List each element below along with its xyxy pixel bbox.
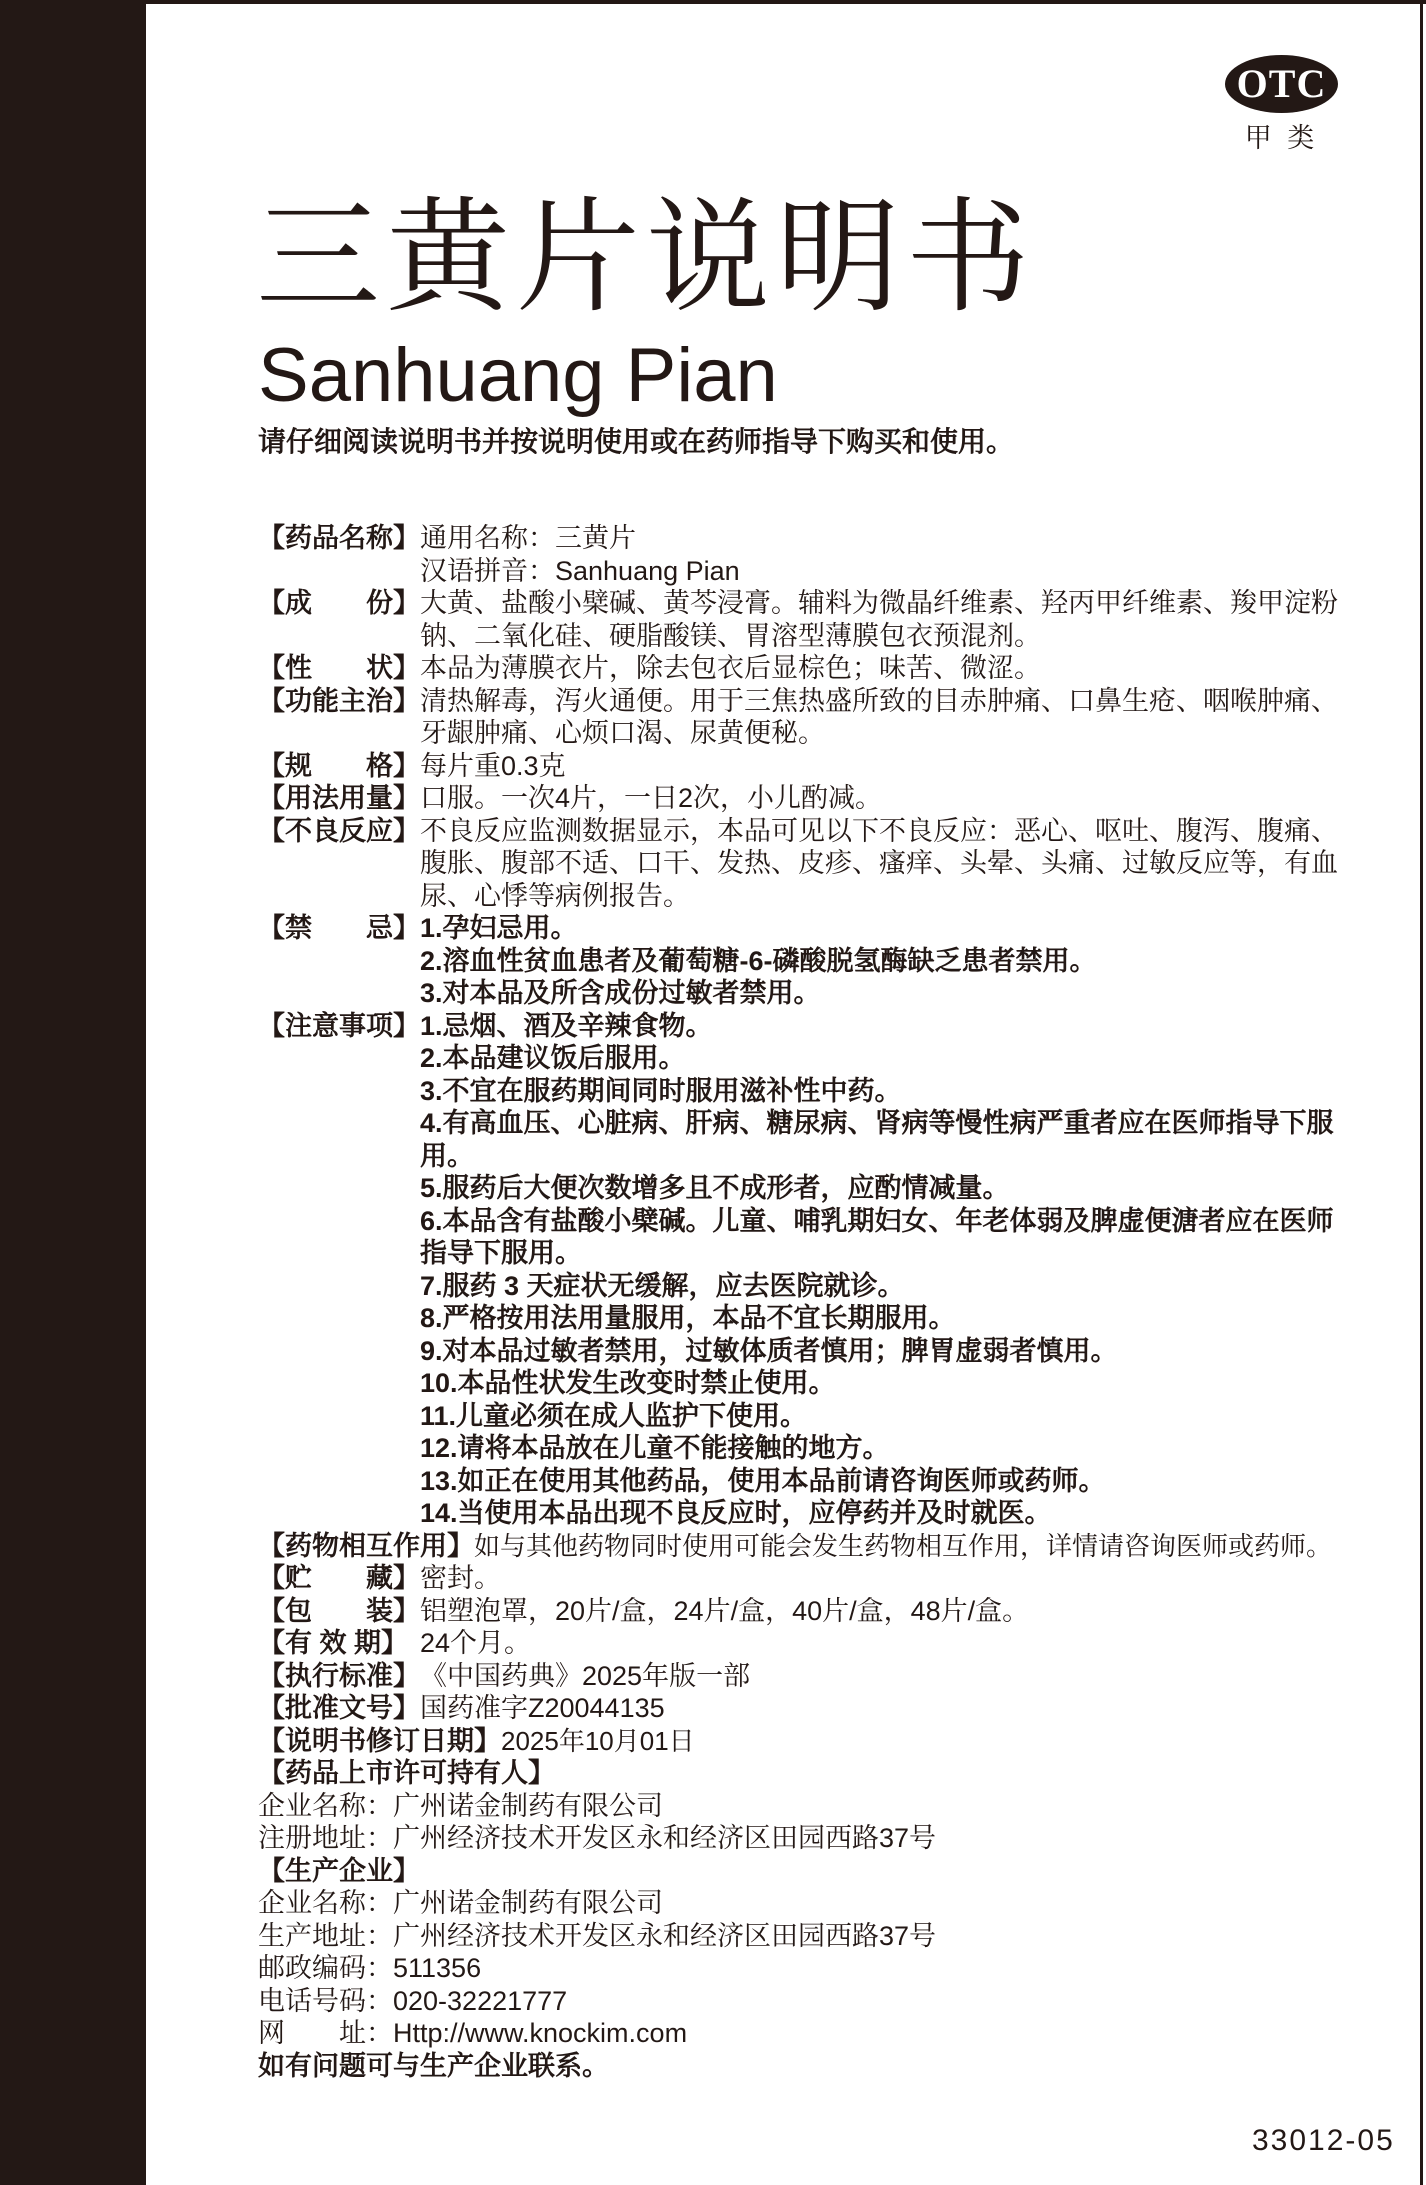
section-entry — [258, 1660, 1350, 1693]
section-content — [420, 1595, 1350, 1628]
section-line: 《中国药典》2025年版一部 — [420, 1660, 751, 1691]
section-line: 13.如正在使用其他药品，使用本品前请咨询医师或药师。 — [420, 1465, 1106, 1496]
section-entry — [258, 1692, 1350, 1725]
section-line: 9.对本品过敏者禁用，过敏体质者慎用；脾胃虚弱者慎用。 — [420, 1335, 1118, 1366]
otc-badge-label: OTC — [1236, 61, 1327, 106]
section-label: 【性 状】 — [258, 653, 420, 683]
section-line: 1.忌烟、酒及辛辣食物。 — [420, 1010, 713, 1041]
section-content — [420, 750, 1350, 783]
section-content — [420, 1562, 1350, 1595]
section-line: 铝塑泡罩，20片/盒，24片/盒，40片/盒，48片/盒。 — [420, 1595, 1030, 1626]
section-label: 【药品名称】 — [258, 523, 420, 553]
section-label: 【生产企业】 — [258, 1855, 420, 1886]
section-line: 本品为薄膜衣片，除去包衣后显棕色；味苦、微涩。 — [420, 653, 1041, 683]
section-entry — [258, 685, 1350, 750]
section-entry — [258, 782, 1350, 815]
section-entry — [258, 1757, 1350, 1855]
section-line: 企业名称：广州诺金制药有限公司 — [258, 1888, 663, 1918]
section-label: 【药品上市许可持有人】 — [258, 1758, 555, 1788]
section-line: 2.本品建议饭后服用。 — [420, 1043, 686, 1073]
section-line: 12.请将本品放在儿童不能接触的地方。 — [420, 1433, 890, 1463]
section-label: 【规 格】 — [258, 750, 420, 781]
section-label: 【禁 忌】 — [258, 913, 420, 943]
section-line: 24个月。 — [420, 1628, 532, 1658]
otc-category-label: 甲 类 — [1244, 123, 1319, 153]
usage-notice: 请仔细阅读说明书并按说明使用或在药师指导下购买和使用。 — [258, 426, 1015, 457]
section-label: 【用法用量】 — [258, 783, 420, 813]
section-label: 【药物相互作用】 — [258, 1530, 474, 1561]
section-content — [420, 1692, 1350, 1725]
section-entry — [258, 1595, 1350, 1628]
section-line: 口服。一次4片，一日2次，小儿酌减。 — [420, 783, 883, 813]
section-entry — [258, 587, 1350, 652]
section-label: 【贮 藏】 — [258, 1563, 420, 1593]
pinyin-title: Sanhuang Pian — [258, 333, 778, 418]
section-entry — [258, 815, 1350, 913]
section-line: 不良反应监测数据显示，本品可见以下不良反应：恶心、呕吐、腹泻、腹痛、腹胀、腹部不适、口干、发热、皮疹、瘙痒、头晕、头痛、过敏反应等，有血尿、心悸等病例报告。 — [420, 815, 1338, 911]
section-line: 11.儿童必须在成人监护下使用。 — [420, 1400, 808, 1431]
section-entry — [258, 522, 1350, 587]
section-label: 【注意事项】 — [258, 1010, 420, 1041]
section-note — [258, 2050, 1350, 2083]
left-margin-bar — [0, 0, 146, 2185]
section-entry — [258, 1627, 1350, 1660]
section-line: 每片重0.3克 — [420, 750, 566, 781]
section-content — [420, 652, 1350, 685]
section-entry — [258, 1562, 1350, 1595]
section-line: 6.本品含有盐酸小檗碱。儿童、哺乳期妇女、年老体弱及脾虚便溏者应在医师指导下服用。 — [420, 1205, 1334, 1268]
section-line: 2025年10月01日 — [501, 1725, 695, 1756]
section-line: 14.当使用本品出现不良反应时，应停药并及时就医。 — [420, 1498, 1052, 1528]
section-line: 2.溶血性贫血患者及葡萄糖-6-磷酸脱氢酶缺乏患者禁用。 — [420, 945, 1097, 976]
section-content — [420, 912, 1350, 1010]
right-border-line — [1420, 0, 1423, 2185]
section-line: 10.本品性状发生改变时禁止使用。 — [420, 1368, 836, 1398]
section-line: 如有问题可与生产企业联系。 — [258, 2050, 609, 2081]
section-line: 电话号码：020-32221777 — [258, 1985, 568, 2016]
section-label: 【功能主治】 — [258, 685, 420, 716]
section-line: 5.服药后大便次数增多且不成形者，应酌情减量。 — [420, 1173, 1010, 1203]
section-content — [420, 1660, 1350, 1693]
section-line: 7.服药 3 天症状无缓解，应去医院就诊。 — [420, 1270, 905, 1301]
section-content — [420, 587, 1350, 652]
section-line: 3.对本品及所含成份过敏者禁用。 — [420, 978, 821, 1008]
section-line: 大黄、盐酸小檗碱、黄芩浸膏。辅料为微晶纤维素、羟丙甲纤维素、羧甲淀粉钠、二氧化硅、硬脂酸镁、胃溶型薄膜包衣预混剂。 — [420, 588, 1338, 651]
section-content — [420, 522, 1350, 587]
section-line: 邮政编码：511356 — [258, 1953, 482, 1983]
section-label: 【不良反应】 — [258, 815, 420, 846]
section-line: 4.有高血压、心脏病、肝病、糖尿病、肾病等慢性病严重者应在医师指导下服用。 — [420, 1108, 1334, 1171]
page-title: 三黄片说明书 — [256, 189, 1037, 327]
section-entry — [258, 1010, 1350, 1530]
section-entry — [258, 652, 1350, 685]
section-line: 密封。 — [420, 1563, 501, 1593]
section-line: 通用名称：三黄片 — [420, 523, 636, 553]
section-line: 如与其他药物同时使用可能会发生药物相互作用，详情请咨询医师或药师。 — [474, 1530, 1333, 1561]
section-line: 国药准字Z20044135 — [420, 1693, 665, 1723]
section-content — [474, 1530, 1350, 1563]
section-label: 【批准文号】 — [258, 1693, 420, 1723]
section-content — [420, 685, 1350, 750]
section-line: 汉语拼音：Sanhuang Pian — [420, 555, 740, 586]
sections — [258, 522, 1350, 2082]
section-content — [420, 815, 1350, 913]
section-content — [501, 1725, 1350, 1758]
section-label: 【包 装】 — [258, 1595, 420, 1626]
section-label: 【成 份】 — [258, 588, 420, 618]
section-entry — [258, 750, 1350, 783]
section-content — [420, 782, 1350, 815]
top-border-line — [0, 0, 1426, 4]
section-entry — [258, 1725, 1350, 1758]
section-line: 3.不宜在服药期间同时服用滋补性中药。 — [420, 1075, 902, 1106]
section-line: 生产地址：广州经济技术开发区永和经济区田园西路37号 — [258, 1920, 937, 1951]
section-line: 1.孕妇忌用。 — [420, 913, 578, 943]
section-entry — [258, 912, 1350, 1010]
section-content — [420, 1627, 1350, 1660]
section-line: 注册地址：广州经济技术开发区永和经济区田园西路37号 — [258, 1823, 937, 1853]
section-label: 【说明书修订日期】 — [258, 1725, 501, 1756]
section-label: 【执行标准】 — [258, 1660, 420, 1691]
section-line: 清热解毒，泻火通便。用于三焦热盛所致的目赤肿痛、口鼻生疮、咽喉肿痛、牙龈肿痛、心烦口渴、尿黄便秘。 — [420, 685, 1338, 748]
footer-code: 33012-05 — [1252, 2124, 1395, 2157]
otc-badge — [1225, 55, 1338, 113]
section-line: 8.严格按用法用量服用，本品不宜长期服用。 — [420, 1303, 956, 1333]
section-line: 网 址：Http://www.knockim.com — [258, 2018, 688, 2048]
section-entry — [258, 1855, 1350, 2050]
section-content — [420, 1010, 1350, 1530]
section-line: 企业名称：广州诺金制药有限公司 — [258, 1790, 663, 1821]
section-label: 【有 效 期】 — [258, 1628, 409, 1658]
section-entry — [258, 1530, 1350, 1563]
